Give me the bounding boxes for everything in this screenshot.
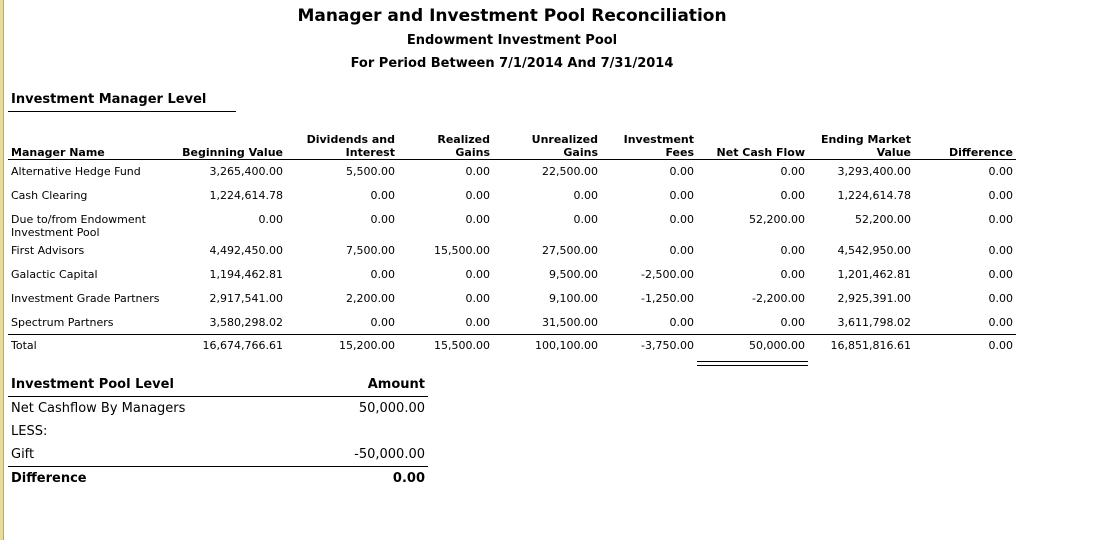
investment-fees: 0.00 — [669, 165, 694, 178]
difference: 0.00 — [988, 165, 1013, 178]
manager-name: Cash Clearing — [11, 188, 88, 202]
ending-market-value: 4,542,950.00 — [837, 243, 911, 257]
window-left-edge — [0, 0, 4, 540]
manager-name: Due to/from Endowment Investment Pool — [11, 212, 146, 239]
amount-header: Amount — [288, 372, 428, 397]
total-label: Total — [8, 335, 171, 359]
unrealized-gains: 27,500.00 — [542, 243, 598, 257]
ending-market-value: 52,200.00 — [855, 212, 911, 226]
pool-difference-row — [8, 467, 428, 491]
net-cash-flow: 0.00 — [780, 243, 805, 257]
report-period: For Period Between 7/1/2014 And 7/31/2014 — [350, 56, 674, 71]
beginning-value: 0.00 — [258, 212, 283, 226]
col-header-manager-name: Manager Name — [8, 125, 171, 160]
report-title: Manager and Investment Pool Reconciliation — [297, 6, 727, 26]
report-subtitle: Endowment Investment Pool — [406, 33, 618, 48]
dividends-interest: 0.00 — [370, 212, 395, 226]
manager-level-title: Investment Manager Level — [11, 92, 207, 107]
total-unrealized-gains: 100,100.00 — [493, 335, 601, 359]
net-cash-flow: 0.00 — [780, 188, 805, 202]
unrealized-gains: 31,500.00 — [542, 315, 598, 329]
beginning-value: 1,194,462.81 — [209, 267, 283, 281]
col-header-difference: Difference — [914, 125, 1016, 160]
net-cash-flow: -2,200.00 — [752, 291, 805, 305]
investment-fees: -2,500.00 — [641, 267, 694, 281]
beginning-value: 2,917,541.00 — [209, 291, 283, 305]
net-cash-flow: 0.00 — [780, 267, 805, 281]
col-header-ending-market-value: Ending Market Value — [808, 125, 914, 160]
pool-row — [8, 443, 428, 467]
dividends-interest: 2,200.00 — [346, 291, 395, 305]
difference: 0.00 — [988, 291, 1013, 305]
pool-difference-amount: 0.00 — [392, 471, 425, 486]
net-cash-flow: 52,200.00 — [749, 212, 805, 226]
pool-row-label: Gift — [8, 443, 288, 467]
pool-row — [8, 420, 428, 443]
table-row — [8, 287, 1016, 311]
ending-market-value: 2,925,391.00 — [837, 291, 911, 305]
realized-gains: 0.00 — [465, 188, 490, 202]
realized-gains: 15,500.00 — [434, 243, 490, 257]
total-row — [8, 335, 1016, 359]
table-row — [8, 160, 1016, 184]
table-row — [8, 311, 1016, 335]
total-difference: 0.00 — [914, 335, 1016, 359]
beginning-value: 1,224,614.78 — [209, 188, 283, 202]
pool-row — [8, 397, 428, 421]
total-net-cash-flow: 50,000.00 — [697, 335, 808, 359]
col-header-net-cash-flow: Net Cash Flow — [697, 125, 808, 160]
table-row — [8, 208, 1016, 239]
unrealized-gains: 0.00 — [573, 188, 598, 202]
beginning-value: 4,492,450.00 — [209, 243, 283, 257]
unrealized-gains: 22,500.00 — [542, 165, 598, 178]
double-underline — [697, 361, 808, 366]
pool-row-label: LESS: — [11, 424, 48, 439]
difference: 0.00 — [988, 315, 1013, 329]
difference: 0.00 — [988, 188, 1013, 202]
total-investment-fees: -3,750.00 — [601, 335, 697, 359]
table-row — [8, 184, 1016, 208]
col-header-beginning-value: Beginning Value — [171, 125, 286, 160]
col-header-unrealized-gains: Unrealized Gains — [493, 125, 601, 160]
beginning-value: 3,580,298.02 — [209, 315, 283, 329]
total-realized-gains: 15,500.00 — [398, 335, 493, 359]
realized-gains: 0.00 — [465, 267, 490, 281]
net-cash-flow: 0.00 — [780, 165, 805, 178]
total-beginning-value: 16,674,766.61 — [171, 335, 286, 359]
beginning-value: 3,265,400.00 — [209, 165, 283, 178]
unrealized-gains: 9,100.00 — [549, 291, 598, 305]
ending-market-value: 1,201,462.81 — [837, 267, 911, 281]
net-cash-flow: 0.00 — [780, 315, 805, 329]
realized-gains: 0.00 — [465, 165, 490, 178]
manager-name: First Advisors — [11, 243, 85, 257]
dividends-interest: 0.00 — [370, 188, 395, 202]
unrealized-gains: 0.00 — [573, 212, 598, 226]
ending-market-value: 3,293,400.00 — [837, 165, 911, 178]
unrealized-gains: 9,500.00 — [549, 267, 598, 281]
ending-market-value: 1,224,614.78 — [837, 188, 911, 202]
manager-name: Investment Grade Partners — [11, 291, 160, 305]
col-header-realized-gains: Realized Gains — [398, 125, 493, 160]
manager-name: Spectrum Partners — [11, 315, 114, 329]
manager-reconciliation-table — [8, 125, 1016, 359]
pool-level-title: Investment Pool Level — [8, 372, 288, 397]
difference: 0.00 — [988, 243, 1013, 257]
table-header-row — [8, 125, 1016, 160]
manager-name: Alternative Hedge Fund — [11, 165, 141, 178]
investment-fees: 0.00 — [669, 315, 694, 329]
total-dividends-interest: 15,200.00 — [286, 335, 398, 359]
pool-row-amount: 50,000.00 — [358, 401, 425, 416]
difference: 0.00 — [988, 267, 1013, 281]
pool-reconciliation-table — [8, 372, 428, 490]
investment-fees: 0.00 — [669, 243, 694, 257]
investment-fees: 0.00 — [669, 212, 694, 226]
pool-header-row — [8, 372, 428, 397]
table-row — [8, 263, 1016, 287]
ending-market-value: 3,611,798.02 — [837, 315, 911, 329]
dividends-interest: 0.00 — [370, 267, 395, 281]
manager-name: Galactic Capital — [11, 267, 98, 281]
dividends-interest: 0.00 — [370, 315, 395, 329]
investment-fees: -1,250.00 — [641, 291, 694, 305]
realized-gains: 0.00 — [465, 315, 490, 329]
pool-row-amount: -50,000.00 — [288, 443, 428, 467]
table-row — [8, 239, 1016, 263]
pool-row-amount — [288, 420, 428, 443]
difference: 0.00 — [988, 212, 1013, 226]
pool-difference-label: Difference — [11, 471, 87, 486]
dividends-interest: 5,500.00 — [346, 165, 395, 178]
col-header-dividends-interest: Dividends and Interest — [286, 125, 398, 160]
dividends-interest: 7,500.00 — [346, 243, 395, 257]
realized-gains: 0.00 — [465, 212, 490, 226]
col-header-investment-fees: Investment Fees — [601, 125, 697, 160]
realized-gains: 0.00 — [465, 291, 490, 305]
manager-level-title-underline — [8, 111, 236, 112]
investment-fees: 0.00 — [669, 188, 694, 202]
pool-row-label: Net Cashflow By Managers — [11, 401, 186, 416]
total-ending-market-value: 16,851,816.61 — [808, 335, 914, 359]
